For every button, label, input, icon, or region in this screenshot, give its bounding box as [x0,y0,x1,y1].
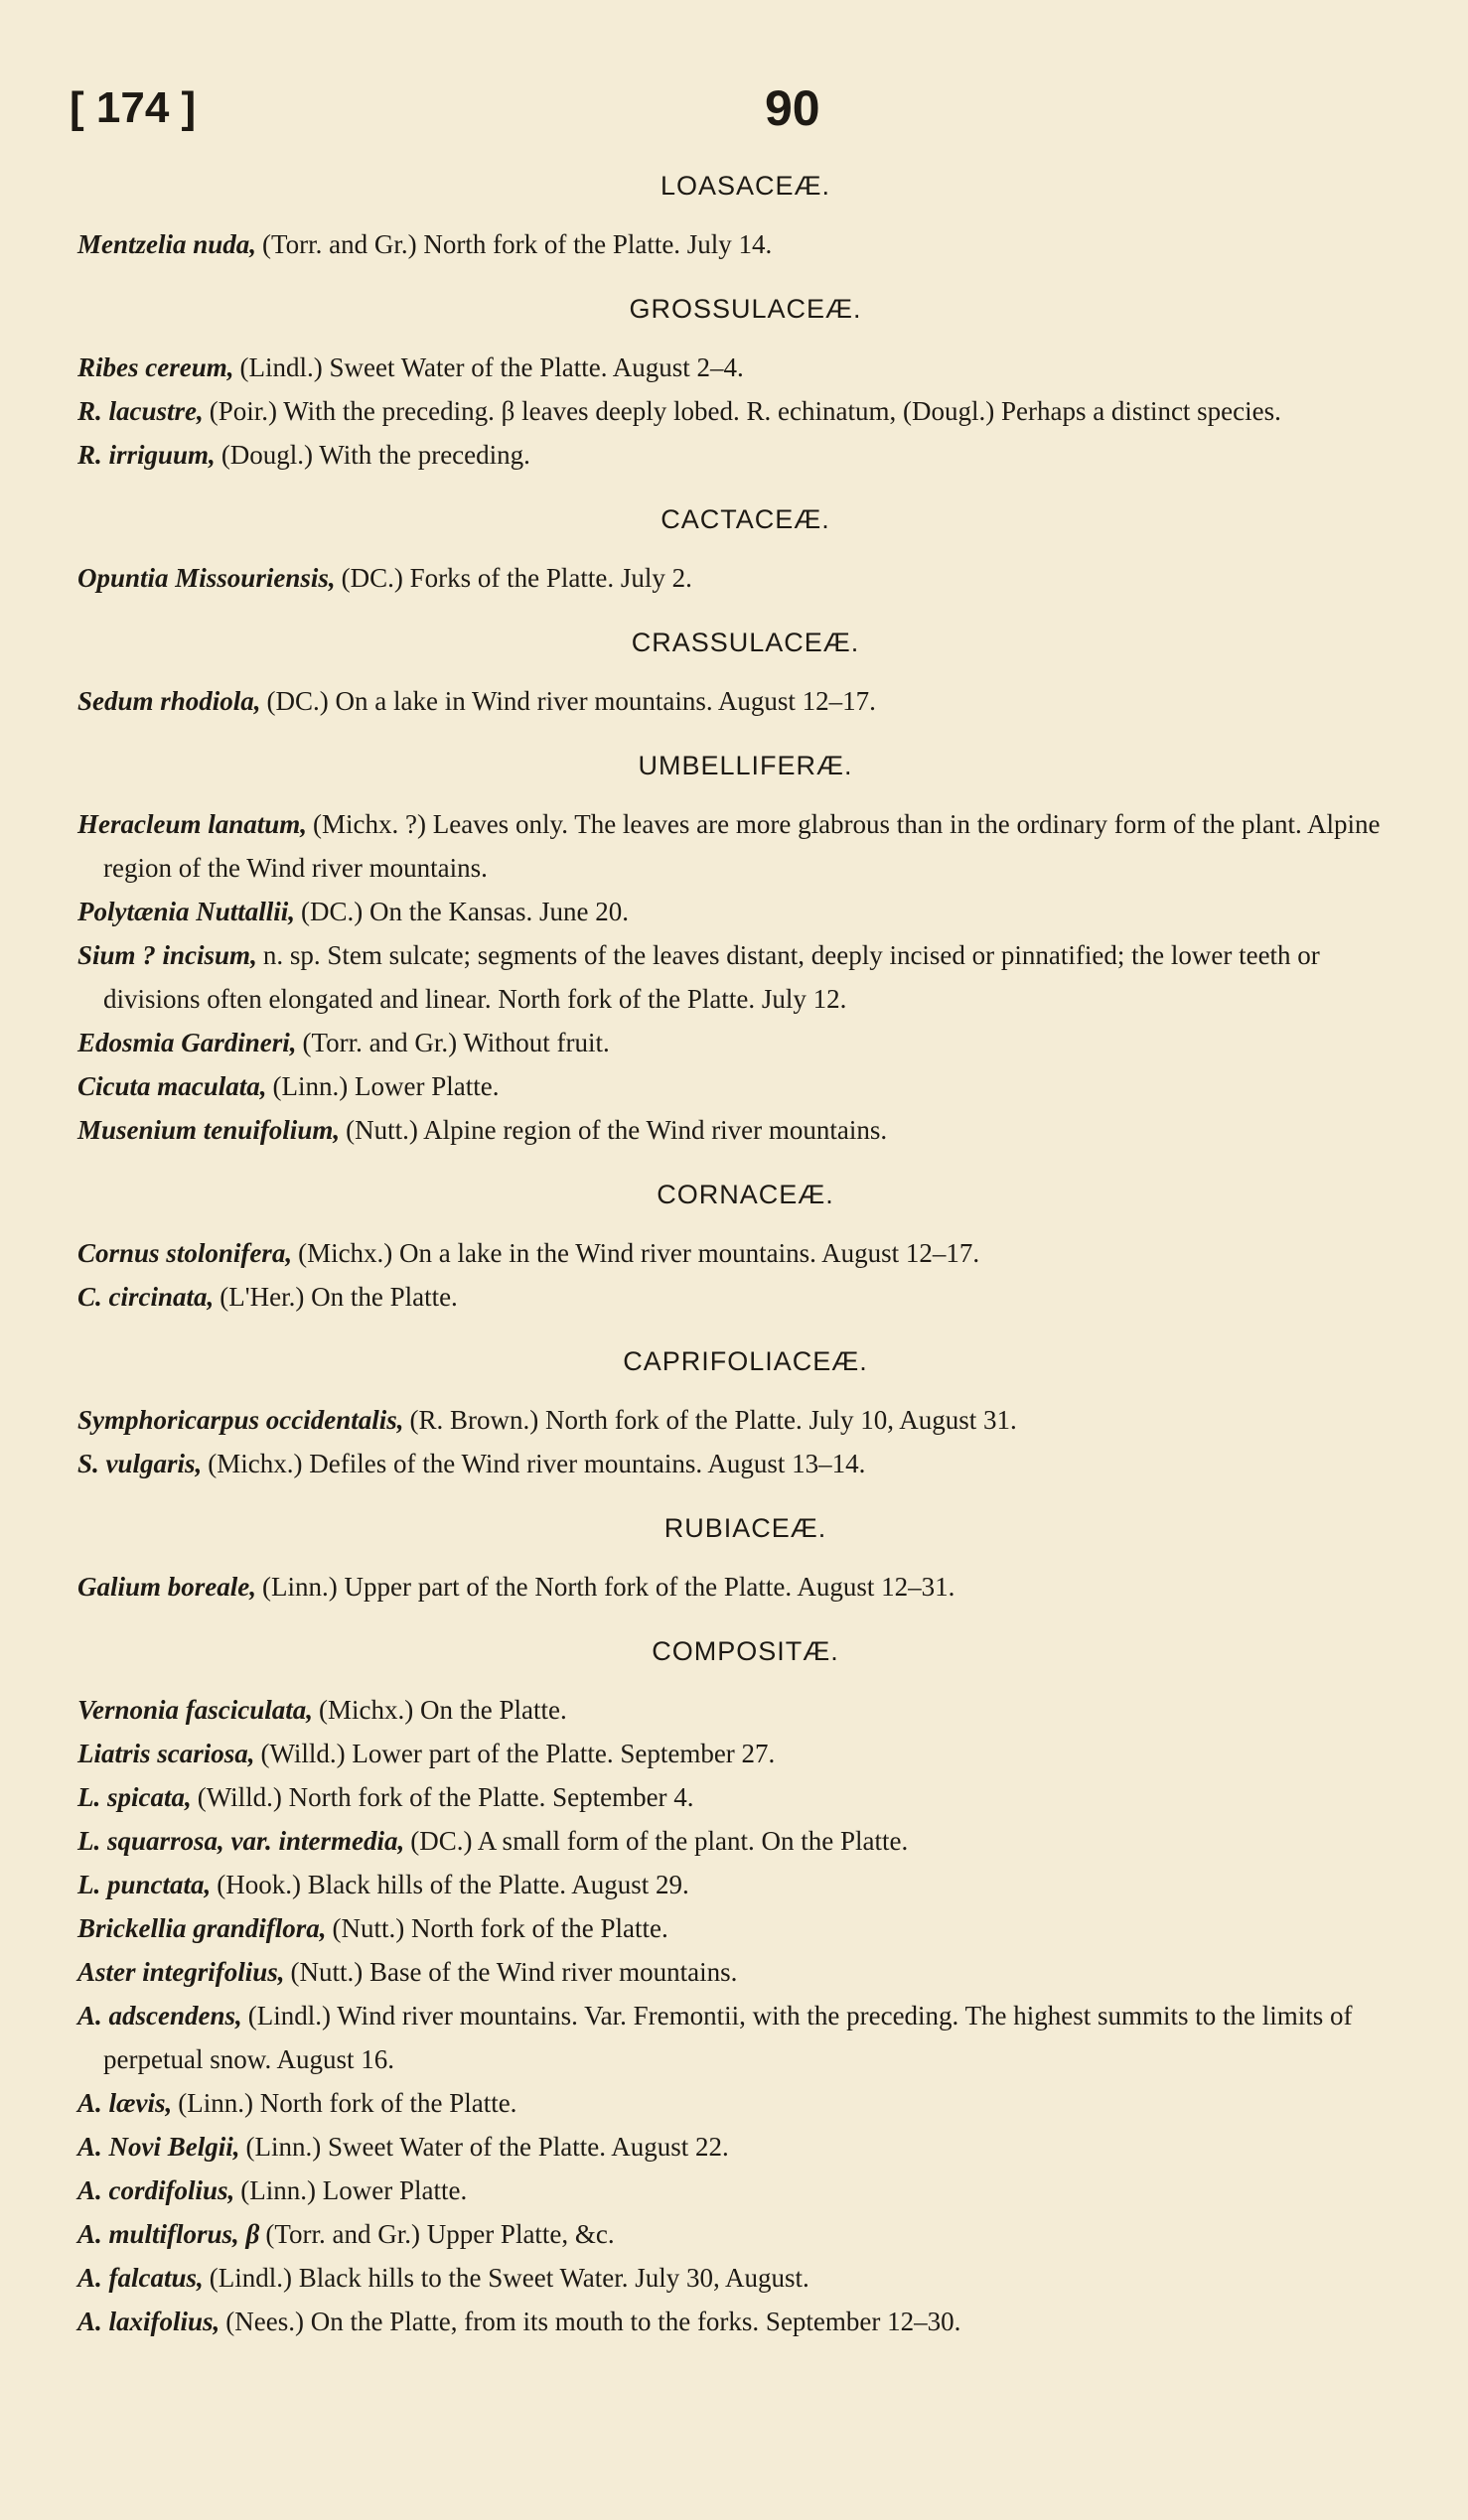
species-name: A. falcatus, [77,2263,204,2293]
species-entry [77,2169,1413,2212]
species-name: L. squarrosa, var. intermedia, [77,1826,405,1856]
species-name: Edosmia Gardineri, [77,1028,297,1057]
species-entry [77,1775,1413,1819]
species-name: Cicuta maculata, [77,1071,267,1101]
species-entry [77,1732,1413,1775]
species-note: (Michx.) Defiles of the Wind river mountains. August 13–14. [208,1449,866,1478]
species-entry [77,1108,1413,1152]
species-note: (Nutt.) Base of the Wind river mountains. [290,1957,738,1987]
species-note: (Linn.) Lower Platte. [272,1071,500,1101]
species-note: (Michx. ?) Leaves only. The leaves are more glabrous than in the ordinary form of the plant. Alpine region of the Wind river mountains. [103,809,1381,883]
species-entry [77,1021,1413,1064]
species-entry [77,1442,1413,1485]
species-entry [77,389,1413,433]
species-entry [77,346,1413,389]
species-entry [77,1906,1413,1950]
family-heading: RUBIACEÆ. [663,1513,827,1543]
species-note: (Linn.) Upper part of the North fork of the Platte. August 12–31. [262,1572,955,1602]
species-entry [77,2212,1413,2256]
species-name: Polytænia Nuttallii, [77,897,296,926]
family-heading: CAPRIFOLIACEÆ. [623,1346,868,1376]
species-entry [77,1231,1413,1275]
species-name: R. irriguum, [77,440,216,470]
species-note: (R. Brown.) North fork of the Platte. July 10, August 31. [409,1405,1017,1435]
species-note: (Lindl.) Wind river mountains. Var. Fremontii, with the preceding. The highest summits to the limits of perpetual snow. August 16. [103,2001,1353,2074]
species-name: A. laxifolius, [77,2307,220,2336]
species-name: C. circinata, [77,1282,215,1312]
species-entry [77,933,1413,1021]
species-note: (Michx.) On a lake in the Wind river mountains. August 12–17. [298,1238,980,1268]
species-note: (Willd.) Lower part of the Platte. September 27. [260,1739,776,1768]
species-note: (DC.) On a lake in Wind river mountains. August 12–17. [266,686,876,716]
species-entry [77,1565,1413,1609]
species-note: (Lindl.) Sweet Water of the Platte. August 2–4. [239,352,744,382]
family-heading: COMPOSITÆ. [652,1636,839,1666]
species-name: R. lacustre, [77,396,204,426]
species-name: Symphoricarpus occidentalis, [77,1405,404,1435]
species-name: Heracleum lanatum, [77,809,308,839]
species-entry [77,1275,1413,1319]
species-entry [77,1863,1413,1906]
species-entry [77,1064,1413,1108]
species-note: (DC.) On the Kansas. June 20. [301,897,629,926]
species-note: (Linn.) Lower Platte. [240,2175,468,2205]
species-name: Liatris scariosa, [77,1739,255,1768]
family-heading: CACTACEÆ. [661,504,830,534]
species-name: Cornus stolonifera, [77,1238,293,1268]
species-name: Ribes cereum, [77,352,234,382]
species-entry [77,2256,1413,2300]
species-entry [77,2081,1413,2125]
species-entry [77,802,1413,890]
species-note: (Linn.) Sweet Water of the Platte. August 22. [245,2132,729,2162]
species-entry [77,1819,1413,1863]
species-entry [77,1688,1413,1732]
species-name: Sedum rhodiola, [77,686,261,716]
species-name: S. vulgaris, [77,1449,203,1478]
species-name: Galium boreale, [77,1572,256,1602]
species-note: (Linn.) North fork of the Platte. [178,2088,517,2118]
species-entry [77,222,1413,266]
family-heading: LOASACEÆ. [660,171,831,201]
species-note: (Hook.) Black hills of the Platte. August 29. [217,1870,689,1899]
species-note: (Nutt.) Alpine region of the Wind river mountains. [346,1115,888,1145]
species-note: (Torr. and Gr.) North fork of the Platte. July 14. [262,229,773,259]
species-note: (Dougl.) With the preceding. [220,440,530,470]
species-name: Musenium tenuifolium, [77,1115,341,1145]
species-note: (Michx.) On the Platte. [319,1695,567,1725]
species-entry [77,2300,1413,2343]
species-name: Sium ? incisum, [77,940,257,970]
species-name: A. multiflorus, β [77,2219,260,2249]
species-entry [77,679,1413,723]
species-note: n. sp. Stem sulcate; segments of the leaves distant, deeply incised or pinnatified; the lower teeth or divisions often elongated and linear. North fork of the Platte. July 12. [103,940,1320,1014]
species-name: L. punctata, [77,1870,212,1899]
species-entry [77,2125,1413,2169]
species-note: (Willd.) North fork of the Platte. September 4. [197,1782,694,1812]
family-heading: GROSSULACEÆ. [629,294,862,324]
species-note: (Nees.) On the Platte, from its mouth to the forks. September 12–30. [225,2307,961,2336]
species-entry [77,1398,1413,1442]
page-number: 90 [765,80,820,136]
species-entry [77,556,1413,600]
species-name: Mentzelia nuda, [77,229,257,259]
species-name: A. adscendens, [77,2001,242,2030]
family-heading: CORNACEÆ. [657,1180,834,1209]
species-note: (DC.) Forks of the Platte. July 2. [341,563,692,593]
species-name: L. spicata, [77,1782,192,1812]
species-note: (L'Her.) On the Platte. [220,1282,458,1312]
family-heading: UMBELLIFERÆ. [638,751,853,780]
species-note: (DC.) A small form of the plant. On the Platte. [410,1826,909,1856]
species-note: (Nutt.) North fork of the Platte. [332,1913,668,1943]
species-note: (Lindl.) Black hills to the Sweet Water. July 30, August. [209,2263,809,2293]
species-name: A. cordifolius, [77,2175,235,2205]
document-body [77,167,1413,2343]
species-note: (Poir.) With the preceding. β leaves deeply lobed. R. echinatum, (Dougl.) Perhaps a distinct species. [209,396,1281,426]
species-note: (Torr. and Gr.) Without fruit. [302,1028,610,1057]
species-entry [77,433,1413,477]
page-header [70,79,1400,159]
species-name: Aster integrifolius, [77,1957,285,1987]
species-name: A. Novi Belgii, [77,2132,240,2162]
species-name: Brickellia grandiflora, [77,1913,327,1943]
species-entry [77,1950,1413,1994]
species-name: Vernonia fasciculata, [77,1695,314,1725]
species-entry [77,1994,1413,2081]
original-page-number: [ 174 ] [70,83,197,132]
species-entry [77,890,1413,933]
family-heading: CRASSULACEÆ. [631,628,860,657]
species-name: Opuntia Missouriensis, [77,563,336,593]
species-name: A. lævis, [77,2088,173,2118]
species-note: (Torr. and Gr.) Upper Platte, &c. [265,2219,615,2249]
